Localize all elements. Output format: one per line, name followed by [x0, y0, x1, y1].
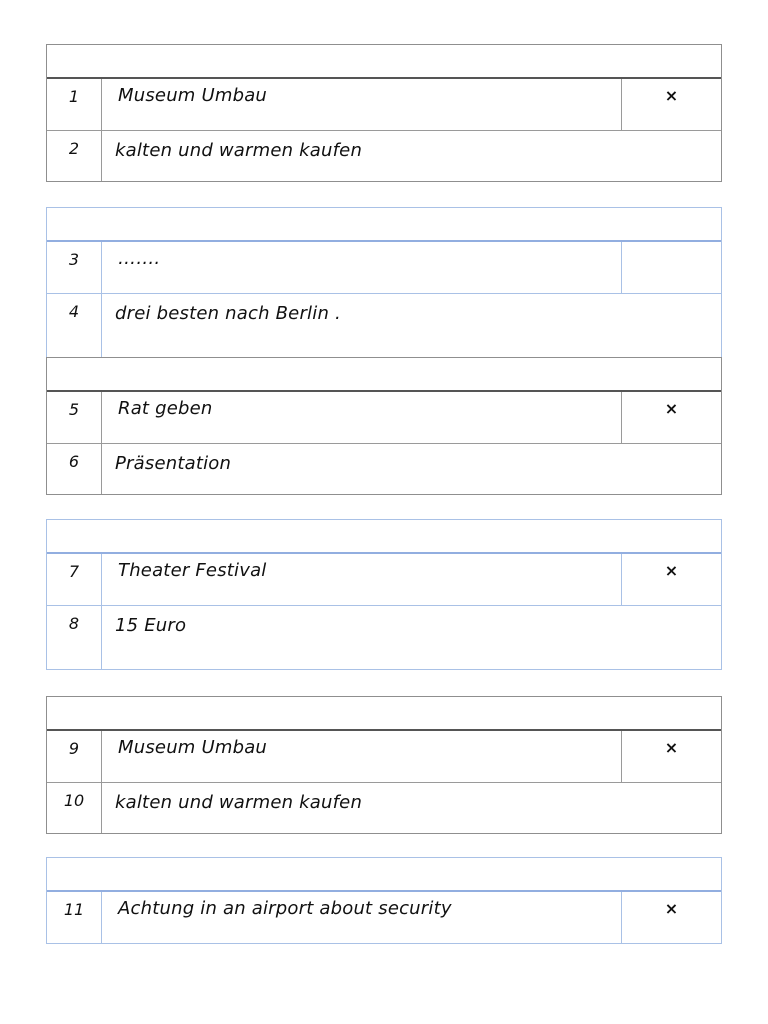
table-row	[47, 731, 721, 782]
table-row	[47, 293, 721, 357]
answer-table-3	[46, 357, 722, 495]
cross-mark: ×	[621, 79, 721, 130]
table-row	[47, 242, 721, 293]
row-number: 10	[47, 783, 102, 833]
row-number: 2	[47, 131, 102, 181]
row-number: 4	[47, 294, 102, 357]
row-text: Achtung in an airport about security	[118, 898, 452, 919]
cross-mark: ×	[621, 554, 721, 605]
row-number: 9	[47, 731, 102, 782]
row-text: Museum Umbau	[118, 85, 268, 106]
row-text: kalten und warmen kaufen	[115, 792, 363, 813]
row-number: 6	[47, 444, 102, 494]
table-row	[47, 443, 721, 494]
table-row	[47, 79, 721, 130]
row-number: 11	[47, 892, 102, 943]
empty-mark-cell	[621, 242, 721, 293]
row-text: 15 Euro	[115, 615, 187, 636]
table-row	[47, 782, 721, 833]
row-text: Theater Festival	[118, 560, 267, 581]
answer-table-1	[46, 44, 722, 182]
table-header-row	[47, 520, 721, 554]
table-row	[47, 130, 721, 181]
cross-mark: ×	[621, 392, 721, 443]
answer-table-4	[46, 519, 722, 670]
table-row	[47, 892, 721, 943]
row-text: drei besten nach Berlin .	[115, 303, 341, 324]
table-header-row	[47, 208, 721, 242]
table-header-row	[47, 697, 721, 731]
row-number: 8	[47, 606, 102, 669]
answer-table-2	[46, 207, 722, 358]
table-header-row	[47, 358, 721, 392]
table-row	[47, 605, 721, 669]
cross-mark: ×	[621, 892, 721, 943]
row-number: 5	[47, 392, 102, 443]
row-text: kalten und warmen kaufen	[115, 140, 363, 161]
row-text: Museum Umbau	[118, 737, 268, 758]
row-text: …….	[118, 248, 161, 269]
table-row	[47, 554, 721, 605]
answer-table-5	[46, 696, 722, 834]
row-text: Rat geben	[118, 398, 213, 419]
row-number: 7	[47, 554, 102, 605]
answer-table-6	[46, 857, 722, 944]
row-number: 3	[47, 242, 102, 293]
table-header-row	[47, 858, 721, 892]
cross-mark: ×	[621, 731, 721, 782]
table-row	[47, 392, 721, 443]
row-number: 1	[47, 79, 102, 130]
table-header-row	[47, 45, 721, 79]
row-text: Präsentation	[115, 453, 232, 474]
